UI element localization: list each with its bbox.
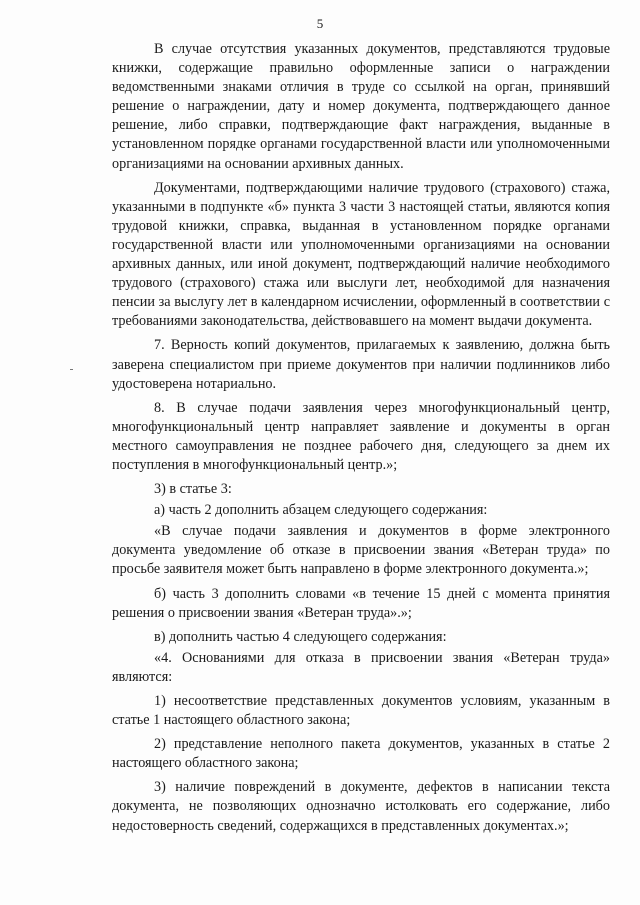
paragraph-part-2-amend: а) часть 2 дополнить абзацем следующего содержания: — [154, 502, 488, 519]
list-item-ground-3: 3) наличие повреждений в документе, дефектов в написании текста документа, не позволяющих однозначно истолковать его содержание, либо недостоверность сведений, содержащихся в представленных документах.»; — [112, 779, 610, 834]
document-body — [112, 40, 610, 841]
paragraph-electronic-refusal: «В случае подачи заявления и документов в форме электронного документа уведомление об отказе в присвоении звания «Ветеран труда» по просьбе заявителя может быть направлено в форме электронного документа.»; — [112, 523, 610, 578]
paragraph-part-3-amend: б) часть 3 дополнить словами «в течение 15 дней с момента принятия решения о присвоении звания «Ветеран труда».»; — [112, 585, 610, 621]
paragraph-awards-records: В случае отсутствия указанных документов, представляются трудовые книжки, содержащие правильно оформленные записи о награждении ведомственными знаками отличия в труде со ссылкой на орган, принявший решение о награждении, дату и номер документа, подтверждающего данное решение, либо справки, подтверждающие факт награждения, выданные в установленном порядке органами государственной власти или уполномоченными организациями на основании архивных данных. — [112, 41, 610, 172]
paragraph-article-3: 3) в статье 3: — [154, 481, 232, 498]
list-item-ground-1: 1) несоответствие представленных документов условиям, указанным в статье 1 настоящего областного закона; — [112, 693, 610, 729]
paragraph-work-experience: Документами, подтверждающими наличие трудового (страхового) стажа, указанными в подпункте «б» пункта 3 части 3 настоящей статьи, являются копия трудовой книжки, справка, выданная в установленном порядке органами государственной власти или уполномоченными организациями на основании архивных данных, или иной документ, подтверждающий наличие необходимого трудового (страхового) стажа или выслуги лет, необходимой для назначения пенсии за выслугу лет в календарном исчислении, оформленный в соответствии с требованиями законодательства, действовавшего на момент выдачи документа. — [112, 179, 610, 330]
page-number: 5 — [316, 16, 324, 31]
paragraph-refusal-grounds: «4. Основаниями для отказа в присвоении звания «Ветеран труда» являются: — [112, 649, 610, 685]
paragraph-multifunctional-center: 8. В случае подачи заявления через многофункциональный центр, многофункциональный центр направляет заявление и документы в орган местного самоуправления не позднее рабочего дня, следующего за днем их поступления в многофункциональный центр.»; — [112, 399, 610, 473]
list-item-ground-2: 2) представление неполного пакета документов, указанных в статье 2 настоящего областного закона; — [112, 736, 610, 772]
paragraph-part-4-add: в) дополнить частью 4 следующего содержания: — [154, 628, 447, 645]
margin-mark — [70, 369, 73, 370]
paragraph-copies-certification: 7. Верность копий документов, прилагаемых к заявлению, должна быть заверена специалистом при приеме документов при наличии подлинников либо удостоверена нотариально. — [112, 337, 610, 392]
